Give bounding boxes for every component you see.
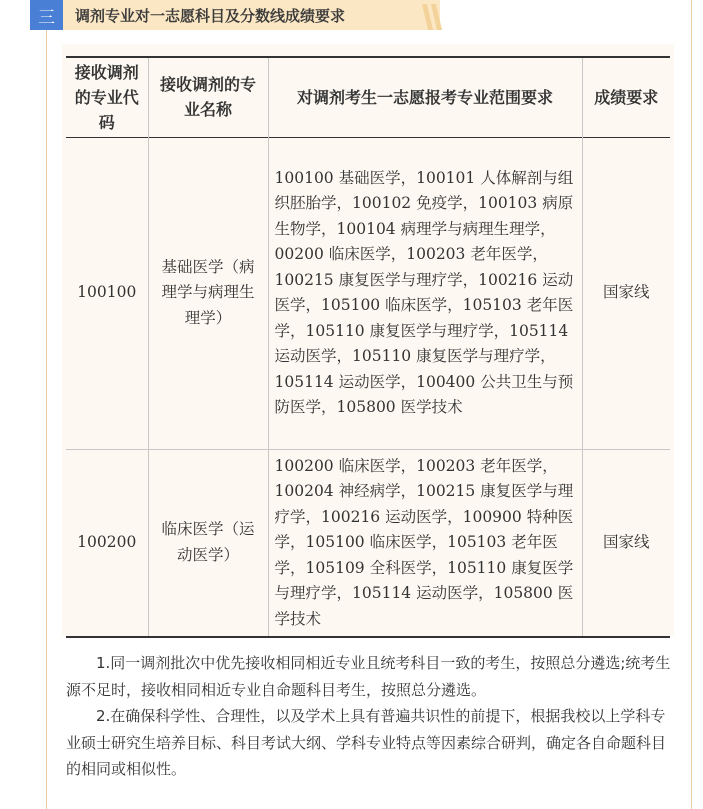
table-row — [66, 137, 670, 449]
section-title: 调剂专业对一志愿科目及分数线成绩要求 — [75, 6, 346, 25]
left-border-rule — [46, 30, 47, 809]
stripes-decoration-icon — [422, 4, 444, 30]
right-border-rule — [691, 0, 692, 809]
header-major-name: 接收调剂的专业名称 — [148, 57, 268, 137]
notes-section — [66, 650, 676, 783]
header-scope-requirement: 对调剂考生一志愿报考专业范围要求 — [268, 57, 582, 137]
cell-scope: 100200 临床医学，100203 老年医学，100204 神经病学，100215 康复医学与理疗学，100216 运动医学，100900 特种医学，105100 临床医学，105103 老年医学，105109 全科医学，105110 康复医学与理疗学，105114 运动医学，105800 医学技术 — [268, 449, 582, 637]
cell-major-name: 临床医学（运动医学） — [148, 449, 268, 637]
requirements-table-container — [62, 44, 674, 636]
cell-score: 国家线 — [602, 533, 650, 551]
section-header — [30, 0, 440, 30]
table-row — [66, 449, 670, 637]
table-header-row — [66, 57, 670, 137]
note-paragraph-2: 2.在确保科学性、合理性，以及学术上具有普遍共识性的前提下，根据我校以上学科专业硕士研究生培养目标、科目考试大纲、学科专业特点等因素综合研判，确定各自命题科目的相同或相似性。 — [66, 707, 667, 778]
section-number-badge: 三 — [30, 0, 63, 30]
header-score-requirement: 成绩要求 — [594, 87, 659, 107]
cell-scope: 100100 基础医学，100101 人体解剖与组织胚胎学，100102 免疫学，100103 病原生物学，100104 病理学与病理生理学，00200 临床医学，100203 老年医学，100215 康复医学与理疗学，100216 运动医学，105100 临床医学，105103 老年医学，105110 康复医学与理疗学，105114 运动医学，105110 康复医学与理疗学，105114 运动医学，100400 公共卫生与预防医学，105800 医学技术 — [268, 137, 582, 449]
note-paragraph-1: 1.同一调剂批次中优先接收相同相近专业且统考科目一致的考生，按照总分遴选;统考生源不足时，接收相同相近专业自命题科目考生，按照总分遴选。 — [66, 654, 671, 699]
cell-score: 国家线 — [602, 283, 650, 302]
cell-major-name: 基础医学（病理学与病理生理学） — [148, 137, 268, 449]
cell-major-code: 100200 — [66, 449, 148, 637]
requirements-table — [66, 56, 670, 638]
header-major-code: 接收调剂的专业代码 — [66, 57, 148, 137]
cell-major-code: 100100 — [66, 137, 148, 449]
